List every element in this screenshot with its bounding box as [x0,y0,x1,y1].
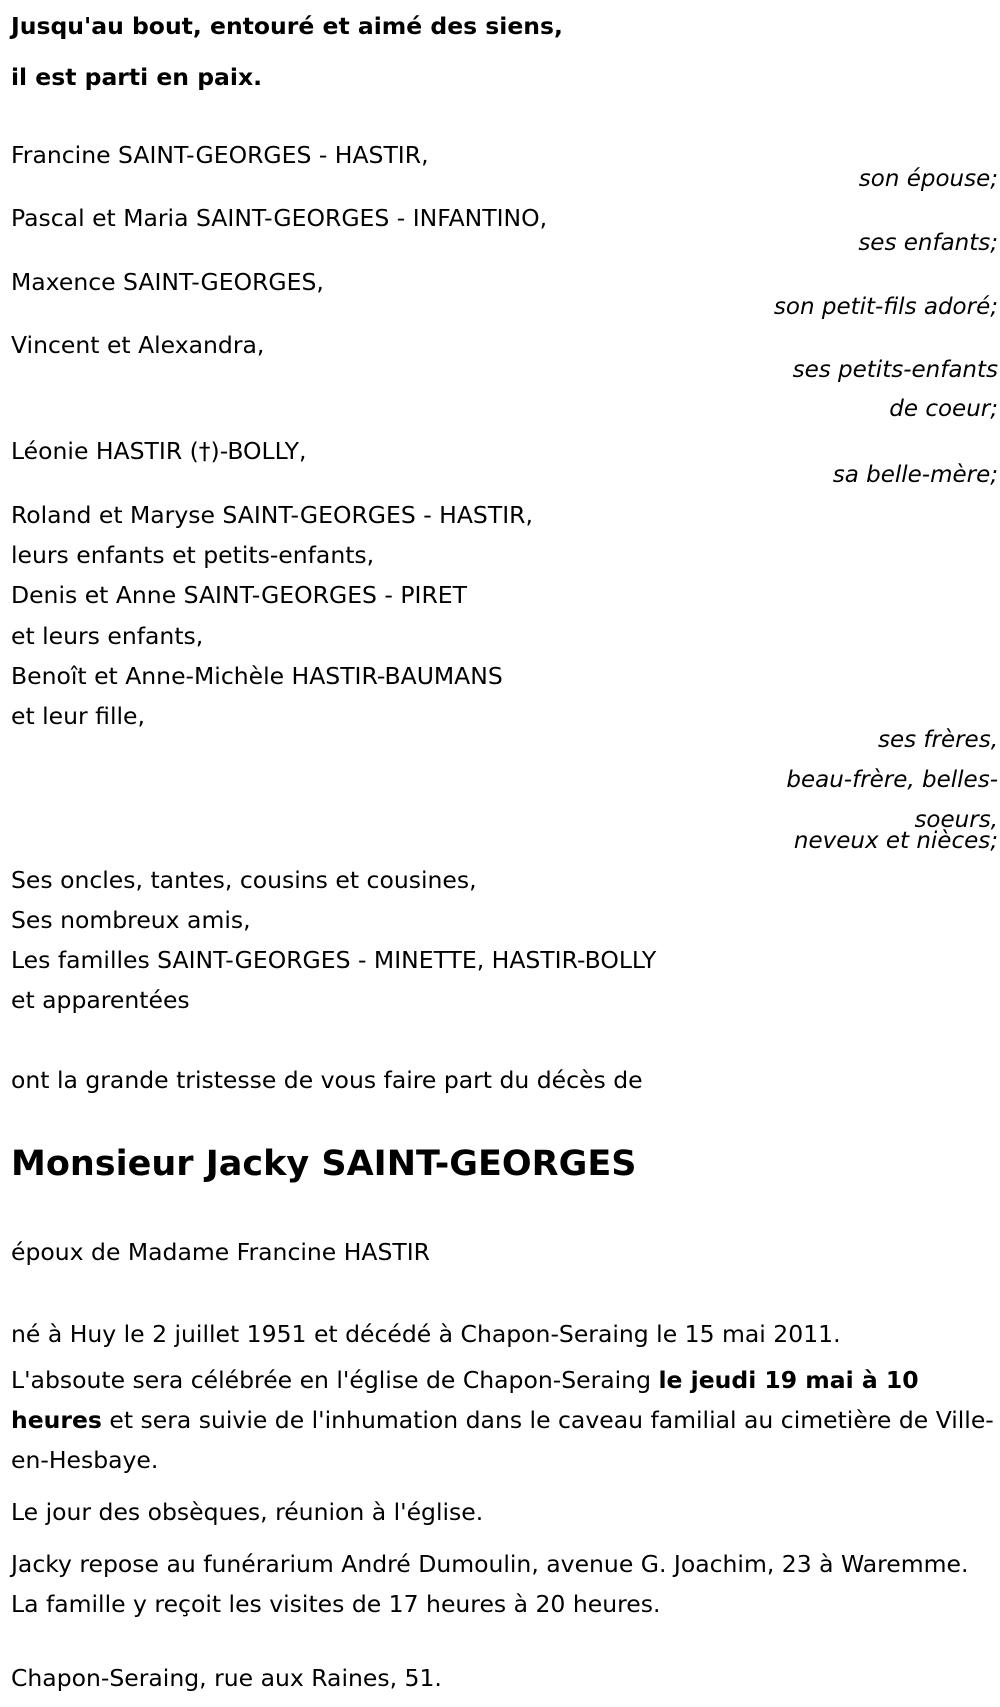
extended-line-4: et apparentées [11,986,190,1014]
extended-line-2: Ses nombreux amis, [11,906,251,934]
family-relation-spouse: son épouse; [858,166,998,192]
meeting-info: Le jour des obsèques, réunion à l'église. [11,1498,484,1526]
deceased-name: Monsieur Jacky SAINT-GEORGES [11,1144,637,1184]
family-relation-heart-grandchildren-2: de coeur; [889,396,998,422]
extended-line-3: Les familles SAINT-GEORGES - MINETTE, HASTIR-BOLLY [11,946,657,974]
family-name-children: Pascal et Maria SAINT-GEORGES - INFANTINO, [11,204,548,232]
family-relation-heart-grandchildren-1: ses petits-enfants [792,357,998,383]
ceremony-datetime: le jeudi 19 mai à 10 heures [11,1366,919,1434]
siblings-relation-3: soeurs, [914,807,998,833]
siblings-relation-4: neveux et nièces; [793,828,998,854]
siblings-line-5: Benoît et Anne-Michèle HASTIR-BAUMANS [11,662,503,690]
ceremony-text-1: L'absoute sera célébrée en l'église de Chapon-Seraing [11,1366,659,1394]
intro-line-2: il est parti en paix. [11,63,263,91]
siblings-relation-2: beau-frère, belles- [786,767,998,793]
siblings-line-2: leurs enfants et petits-enfants, [11,541,375,569]
ceremony-paragraph [11,1360,996,1480]
family-name-spouse: Francine SAINT-GEORGES - HASTIR, [11,141,429,169]
intro-line-1: Jusqu'au bout, entouré et aimé des siens, [11,12,563,40]
family-name-heart-grandchildren: Vincent et Alexandra, [11,331,265,359]
deceased-birth-death: né à Huy le 2 juillet 1951 et décédé à Chapon-Seraing le 15 mai 2011. [11,1320,841,1348]
siblings-line-6: et leur fille, [11,702,145,730]
family-relation-grandson: son petit-fils adoré; [773,294,998,320]
family-name-grandson: Maxence SAINT-GEORGES, [11,268,324,296]
deceased-spouse: époux de Madame Francine HASTIR [11,1238,430,1266]
visitation-info: Jacky repose au funérarium André Dumoulin, avenue G. Joachim, 23 à Waremme. La famille y reçoit les visites de 17 heures à 20 heures. [11,1550,969,1618]
extended-line-1: Ses oncles, tantes, cousins et cousines, [11,866,477,894]
family-relation-mother-in-law: sa belle-mère; [832,462,998,488]
announcement: ont la grande tristesse de vous faire part du décès de [11,1066,643,1094]
address: Chapon-Seraing, rue aux Raines, 51. [11,1664,442,1692]
siblings-relation-1: ses frères, [877,727,998,753]
ceremony-text-2: et sera suivie de l'inhumation dans le caveau familial au cimetière de Ville-en-Hesbaye. [11,1406,994,1474]
siblings-line-4: et leurs enfants, [11,622,204,650]
family-name-mother-in-law: Léonie HASTIR (†)-BOLLY, [11,437,307,465]
siblings-line-3: Denis et Anne SAINT-GEORGES - PIRET [11,581,468,609]
family-relation-children: ses enfants; [858,230,998,256]
siblings-line-1: Roland et Maryse SAINT-GEORGES - HASTIR, [11,501,533,529]
